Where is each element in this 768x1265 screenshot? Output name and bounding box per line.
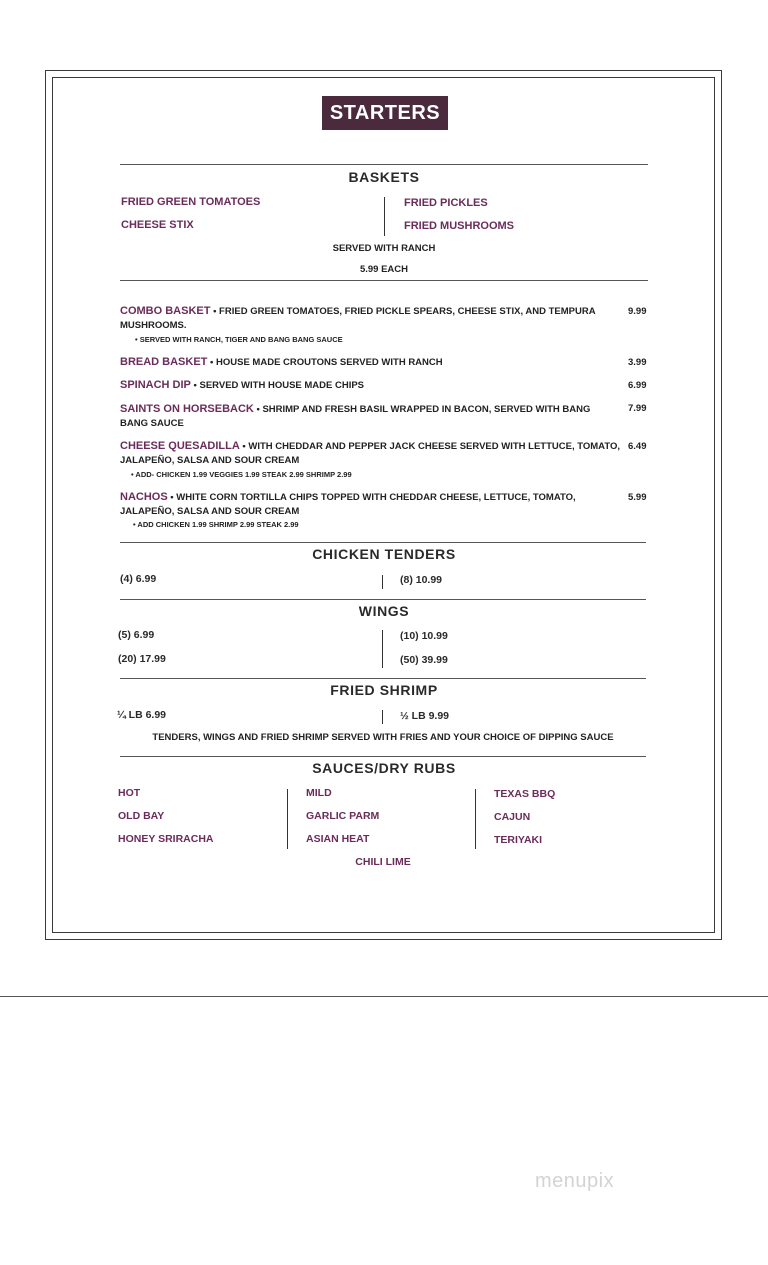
item-price: 9.99	[628, 306, 647, 317]
item-price: 6.49	[628, 441, 647, 452]
tenders-price: (4) 6.99	[120, 573, 157, 585]
baskets-served-note: SERVED WITH RANCH	[332, 243, 436, 254]
sauce-item: ASIAN HEAT	[306, 833, 370, 845]
sauce-item: HOT	[118, 787, 141, 799]
item-name: COMBO BASKET	[120, 305, 211, 317]
divider	[120, 280, 648, 281]
divider	[120, 756, 646, 757]
item-note: • ADD- CHICKEN 1.99 VEGGIES 1.99 STEAK 2.99 SHRIMP 2.99	[131, 470, 352, 479]
sauce-item: OLD BAY	[118, 810, 165, 822]
sauces-heading: SAUCES/DRY RUBS	[312, 760, 456, 776]
sauce-item: TERIYAKI	[494, 834, 543, 846]
sauce-item: TEXAS BBQ	[494, 788, 556, 800]
divider	[120, 599, 646, 600]
column-divider	[475, 789, 476, 849]
item-description: • SHRIMP AND FRESH BASIL WRAPPED IN BACON, SERVED WITH BANG BANG SAUCE	[120, 404, 591, 429]
menu-item-bread-basket	[120, 355, 620, 370]
sauce-item: CAJUN	[494, 811, 531, 823]
basket-item: FRIED MUSHROOMS	[404, 220, 514, 232]
page-bottom-line	[0, 996, 768, 997]
shrimp-price: ¼ LB 6.99	[117, 709, 167, 721]
shrimp-heading: FRIED SHRIMP	[330, 682, 438, 698]
item-description: • WITH CHEDDAR AND PEPPER JACK CHEESE SERVED WITH LETTUCE, TOMATO, JALAPEÑO, SALSA AND SOUR CREAM	[120, 441, 620, 466]
sauce-item: GARLIC PARM	[306, 810, 380, 822]
menu-item-nachos	[120, 490, 620, 519]
dipping-sauce-note: TENDERS, WINGS AND FRIED SHRIMP SERVED WITH FRIES AND YOUR CHOICE OF DIPPING SAUCE	[152, 732, 614, 743]
menu-item-spinach-dip	[120, 378, 620, 393]
item-description: • FRIED GREEN TOMATOES, FRIED PICKLE SPEARS, CHEESE STIX, AND TEMPURA MUSHROOMS.	[120, 306, 596, 331]
menu-item-combo-basket	[120, 304, 620, 333]
wings-price: (10) 10.99	[400, 630, 448, 642]
shrimp-price: ½ LB 9.99	[400, 710, 450, 722]
item-note: • ADD CHICKEN 1.99 SHRIMP 2.99 STEAK 2.99	[133, 520, 299, 529]
baskets-heading: BASKETS	[348, 169, 420, 185]
wings-heading: WINGS	[358, 603, 410, 619]
baskets-price: 5.99 EACH	[359, 264, 409, 275]
basket-item: FRIED PICKLES	[404, 197, 488, 209]
tenders-heading: CHICKEN TENDERS	[312, 546, 456, 562]
divider	[120, 542, 646, 543]
divider	[120, 678, 646, 679]
tenders-price: (8) 10.99	[400, 574, 443, 586]
basket-item: FRIED GREEN TOMATOES	[121, 196, 261, 208]
column-divider	[384, 197, 385, 236]
item-price: 7.99	[628, 403, 647, 414]
sauce-item: HONEY SRIRACHA	[118, 833, 214, 845]
item-description: • WHITE CORN TORTILLA CHIPS TOPPED WITH CHEDDAR CHEESE, LETTUCE, TOMATO, JALAPEÑO, SALSA AND SOUR CREAM	[120, 492, 576, 517]
item-note: • SERVED WITH RANCH, TIGER AND BANG BANG SAUCE	[135, 335, 343, 344]
menu-item-cheese-quesadilla	[120, 439, 620, 468]
sauce-item: MILD	[306, 787, 332, 799]
item-name: CHEESE QUESADILLA	[120, 440, 240, 452]
wings-price: (20) 17.99	[118, 653, 166, 665]
wings-price: (50) 39.99	[400, 654, 448, 666]
sauce-item: CHILI LIME	[355, 856, 411, 868]
item-name: BREAD BASKET	[120, 356, 208, 368]
column-divider	[382, 630, 383, 668]
item-price: 3.99	[628, 357, 647, 368]
item-description: • SERVED WITH HOUSE MADE CHIPS	[190, 380, 365, 391]
basket-item: CHEESE STIX	[121, 219, 194, 231]
item-name: NACHOS	[120, 491, 168, 503]
column-divider	[382, 575, 383, 589]
wings-price: (5) 6.99	[118, 629, 155, 641]
item-name: SPINACH DIP	[120, 379, 191, 391]
column-divider	[287, 789, 288, 849]
item-price: 5.99	[628, 492, 647, 503]
item-price: 6.99	[628, 380, 647, 391]
watermark: menupix	[535, 1170, 615, 1192]
menu-item-saints-on-horseback	[120, 402, 620, 431]
item-name: SAINTS ON HORSEBACK	[120, 403, 254, 415]
divider	[120, 164, 648, 165]
item-description: • HOUSE MADE CROUTONS SERVED WITH RANCH	[207, 357, 443, 368]
page-title: STARTERS	[322, 96, 448, 130]
column-divider	[382, 710, 383, 724]
